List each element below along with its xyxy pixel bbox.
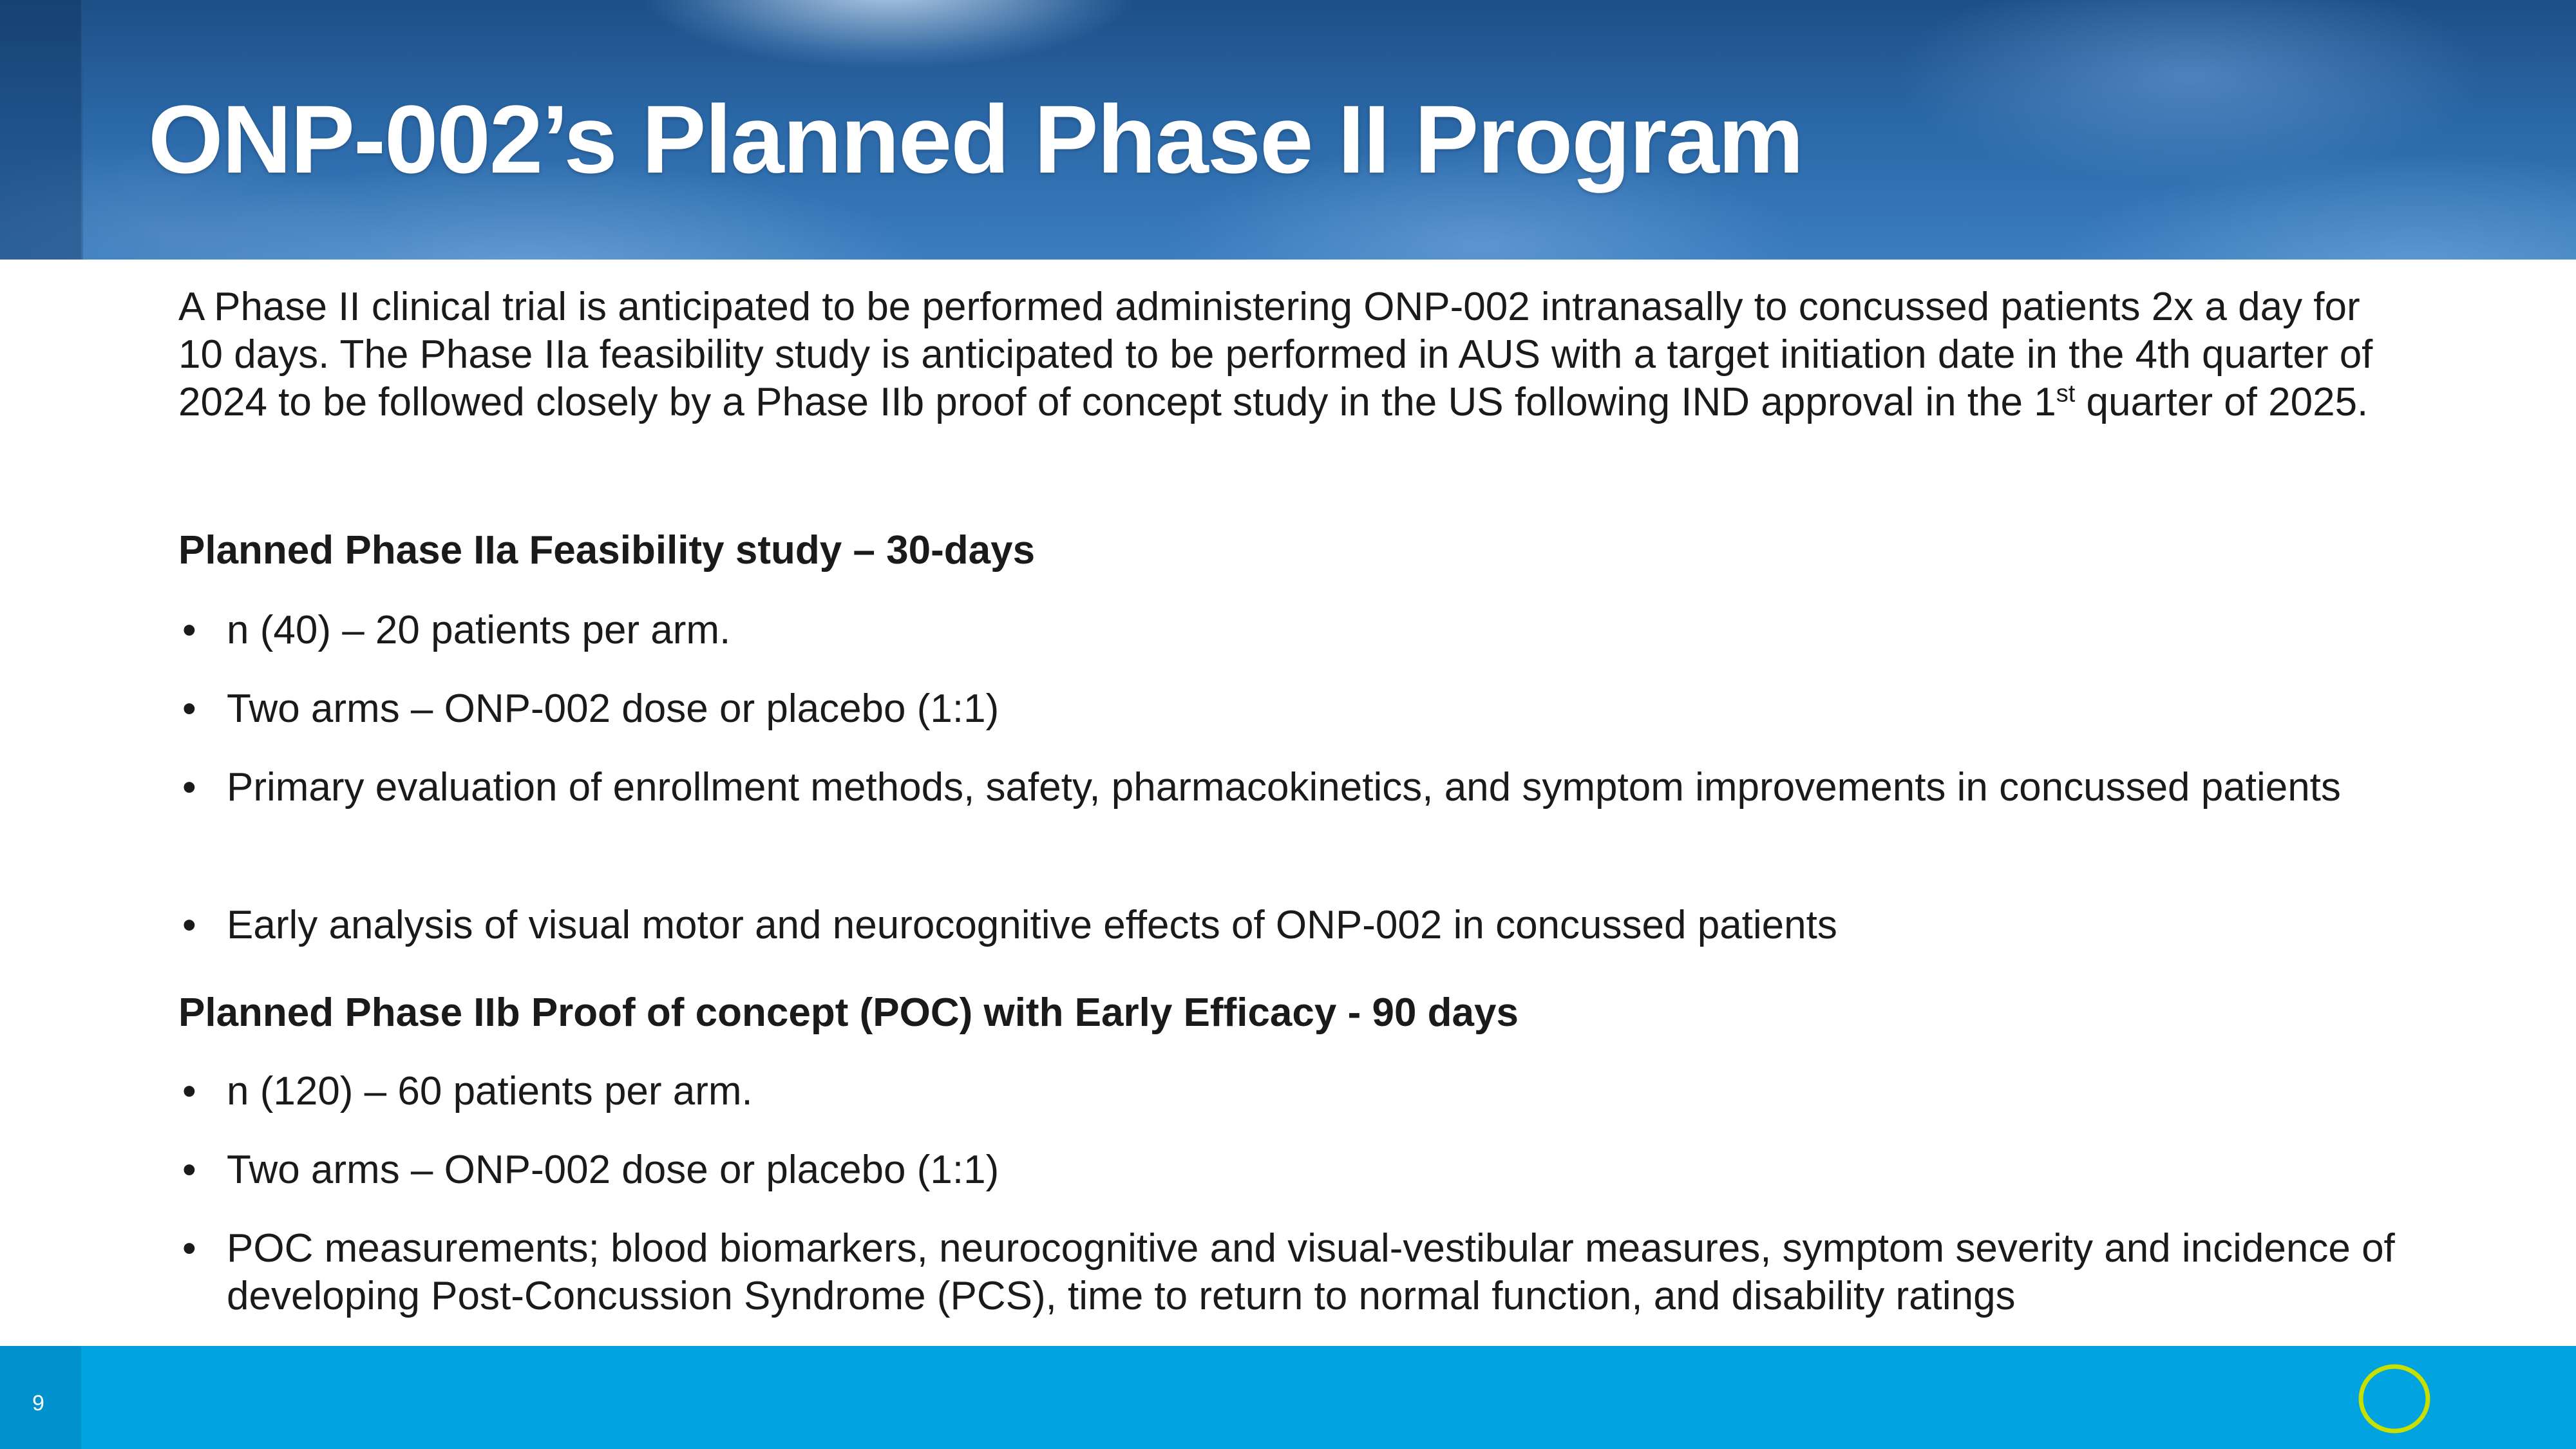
intro-text-main: A Phase II clinical trial is anticipated to be performed administering ONP-002 intranasally to concussed patients 2x a day for 10 days. The Phase IIa feasibility study is anticipated to be performed in AUS with a target initiation date in the 4th quarter of 2024 to be followed closely by a Phase IIb proof of concept study in the US following IND approval in the 1 <box>178 285 2373 424</box>
intro-superscript: st <box>2056 380 2076 408</box>
list-item <box>178 1146 2413 1194</box>
bullet-text: n (40) – 20 patients per arm. <box>227 608 731 652</box>
page-number: 9 <box>32 1391 44 1416</box>
bullet-icon: • <box>182 903 196 947</box>
bullet-icon: • <box>182 1226 196 1271</box>
list-item <box>178 1068 2413 1115</box>
header-left-strip <box>0 0 83 260</box>
bullet-icon: • <box>182 608 196 652</box>
list-item <box>178 764 2413 811</box>
phase-iib-heading: Planned Phase IIb Proof of concept (POC) with Early Efficacy - 90 days <box>178 990 1519 1035</box>
bullet-text: Two arms – ONP-002 dose or placebo (1:1) <box>227 1148 999 1192</box>
list-item <box>178 902 2413 949</box>
bullet-icon: • <box>182 687 196 731</box>
list-item <box>178 607 2413 654</box>
bullet-text: n (120) – 60 patients per arm. <box>227 1069 753 1113</box>
phase-iia-heading: Planned Phase IIa Feasibility study – 30-days <box>178 528 1036 573</box>
slide-body <box>178 283 2413 1318</box>
bullet-text: Early analysis of visual motor and neurocognitive effects of ONP-002 in concussed patients <box>227 903 1837 947</box>
intro-paragraph <box>178 283 2413 426</box>
bullet-text: POC measurements; blood biomarkers, neurocognitive and visual-vestibular measures, symptom severity and incidence of developing Post-Concussion Syndrome (PCS), time to return to normal function, and disability ratings <box>227 1226 2395 1318</box>
slide-title: ONP-002’s Planned Phase II Program <box>148 85 1803 193</box>
bullet-icon: • <box>182 1148 196 1192</box>
footer-bar <box>0 1346 2576 1449</box>
bullet-text: Two arms – ONP-002 dose or placebo (1:1) <box>227 687 999 731</box>
list-item <box>178 1225 2413 1320</box>
bullet-text: Primary evaluation of enrollment methods, safety, pharmacokinetics, and symptom improvements in concussed patients <box>227 765 2341 810</box>
list-item <box>178 685 2413 733</box>
bullet-icon: • <box>182 765 196 810</box>
intro-text-end: quarter of 2025. <box>2075 380 2369 424</box>
bullet-icon: • <box>182 1069 196 1113</box>
logo-ring-icon <box>2356 1359 2433 1436</box>
header-banner <box>0 0 2576 260</box>
